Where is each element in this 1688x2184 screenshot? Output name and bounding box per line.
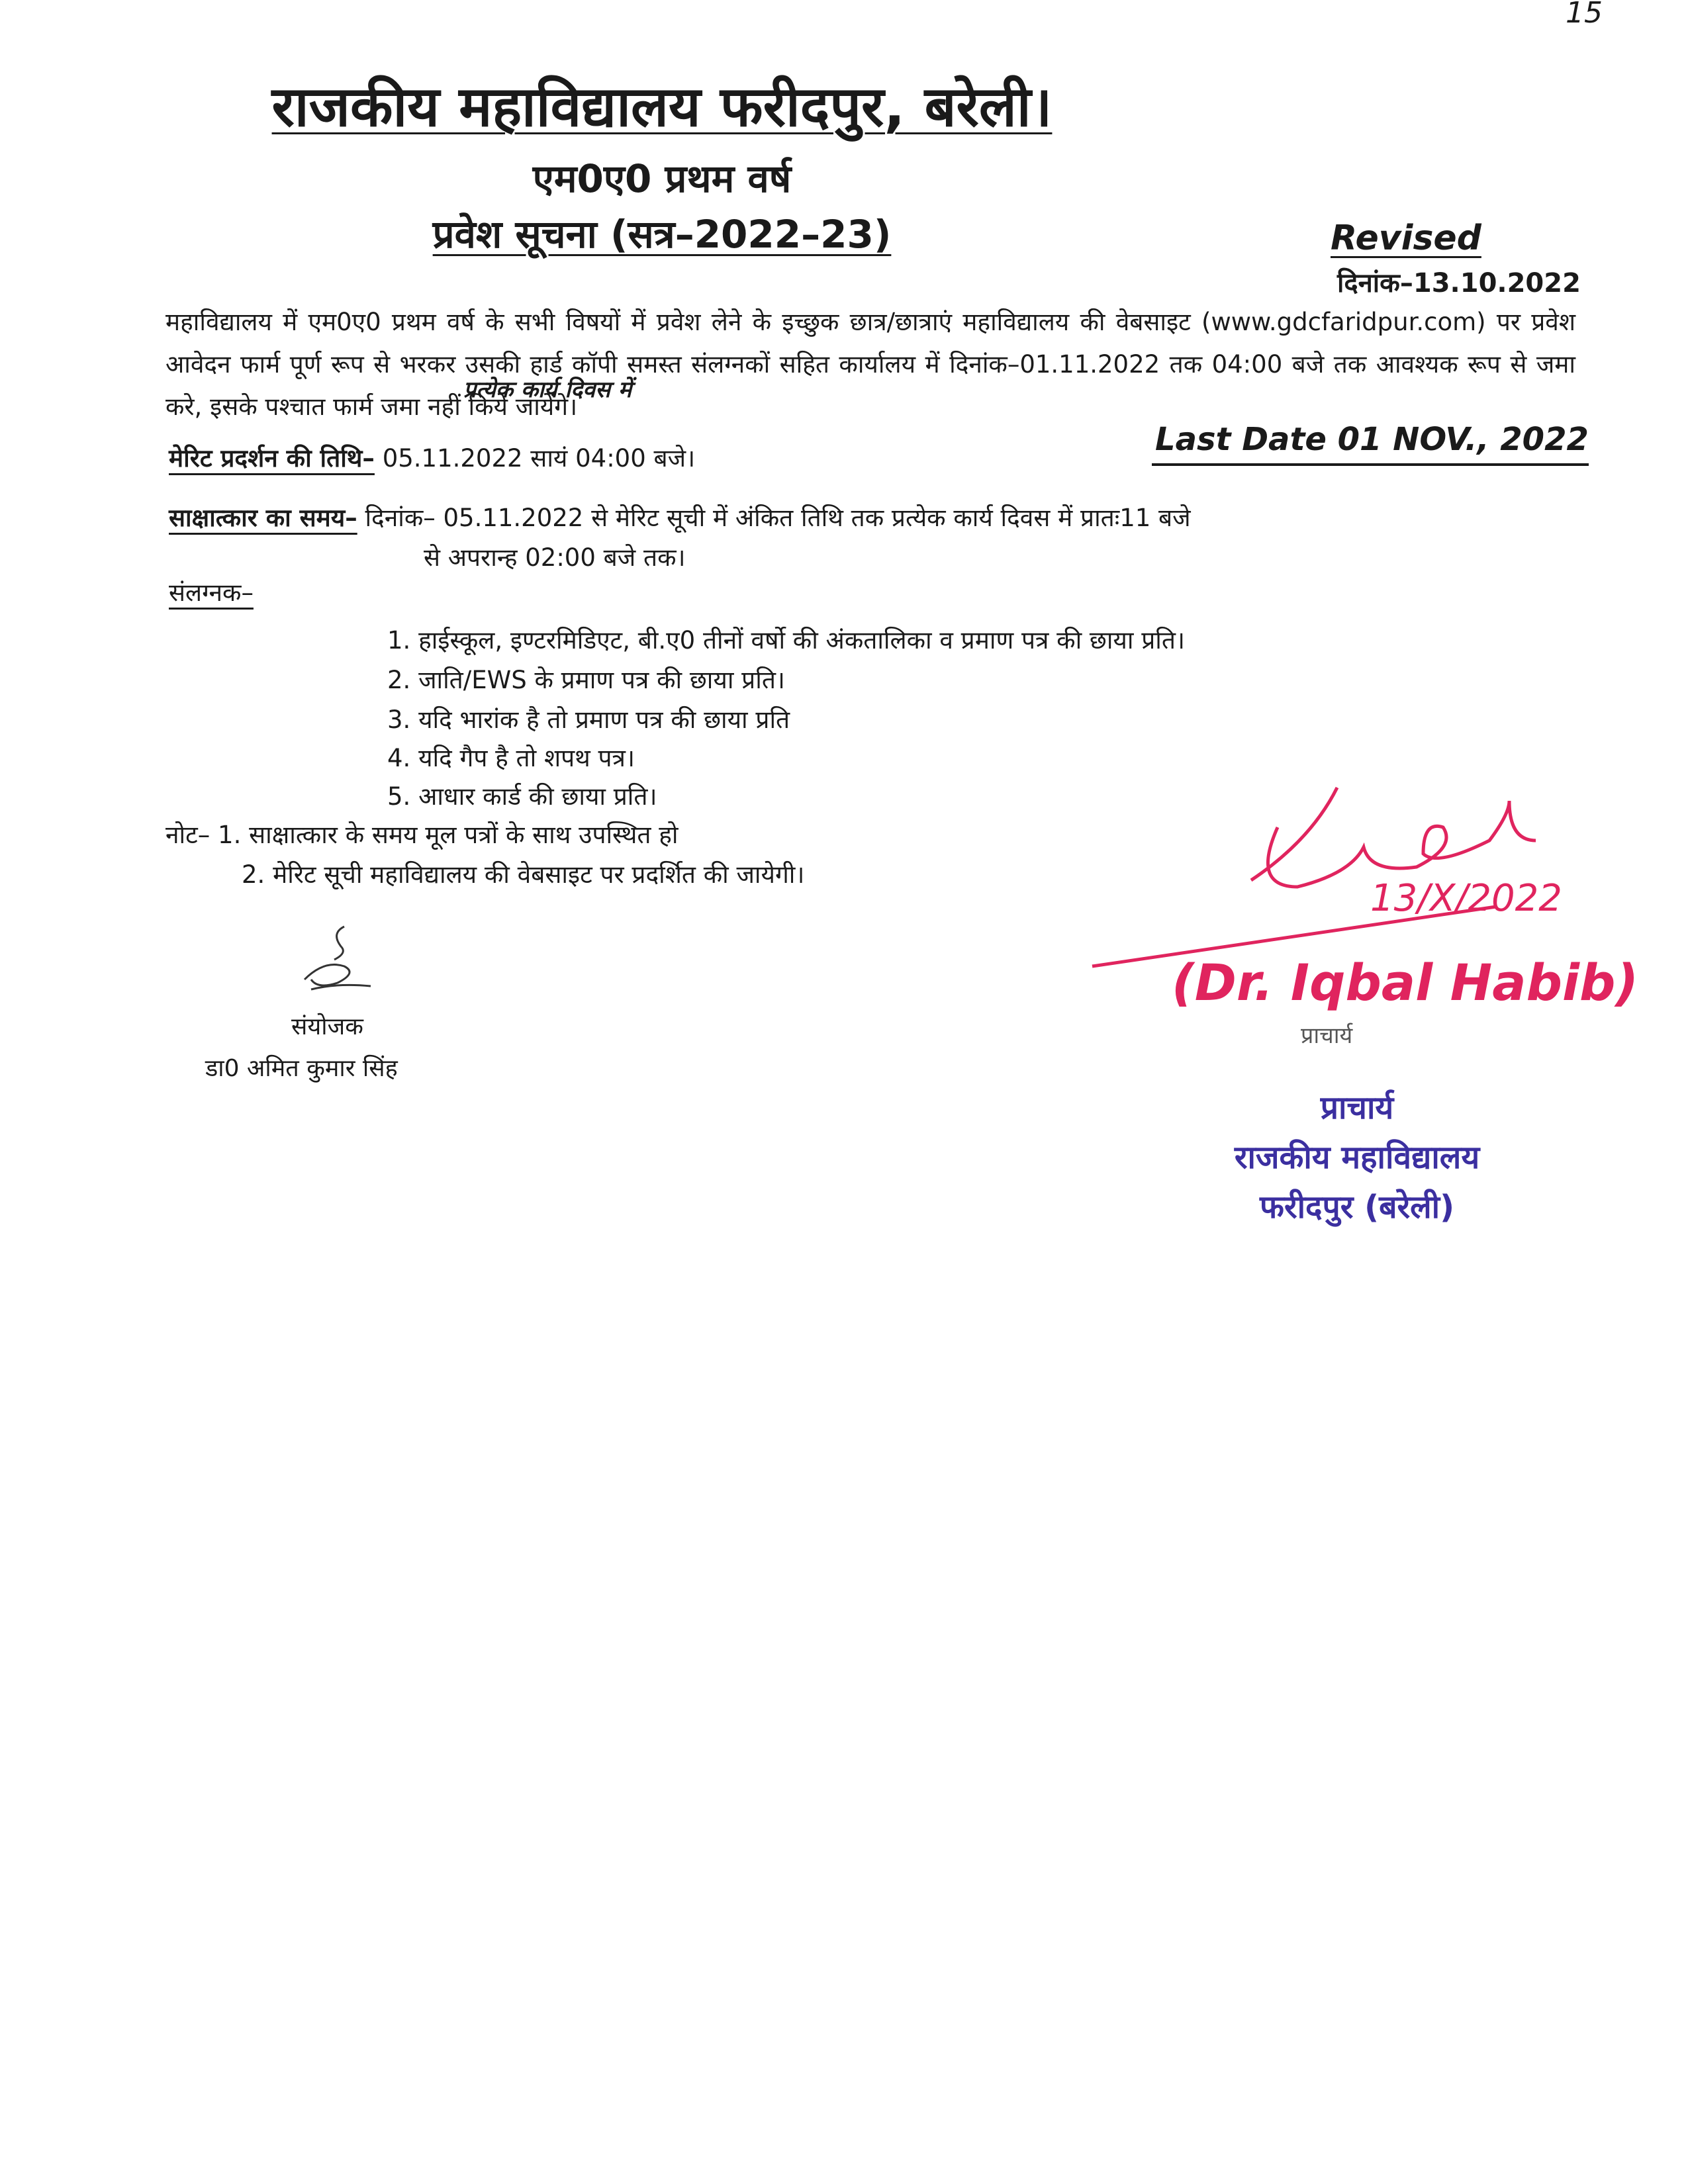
merit-value: 05.11.2022 सायं 04:00 बजे। [382, 444, 696, 473]
principal-stamp-line1: प्राचार्य [1320, 1089, 1394, 1126]
note-label: नोट– [165, 821, 211, 849]
principal-stamp-line3: फरीदपुर (बरेली) [1259, 1189, 1455, 1226]
college-title [0, 66, 1324, 142]
merit-row [169, 440, 695, 474]
principal-signature-name: (Dr. Iqbal Habib) [1172, 953, 1639, 1012]
handwritten-insert: प्रत्येक कार्य दिवस में [463, 377, 632, 403]
principal-signature-date: 13/X/2022 [1370, 877, 1562, 920]
attachment-item-3: 3. यदि भारांक है तो प्रमाण पत्र की छाया प्रति [387, 705, 790, 734]
coordinator-role: संयोजक [291, 1013, 363, 1040]
attachment-item-4: 4. यदि गैप है तो शपथ पत्र। [387, 744, 635, 772]
principal-stamp-line2: राजकीय महाविद्यालय [1234, 1139, 1480, 1176]
notice-heading [0, 206, 1324, 259]
last-date-underline [1152, 463, 1589, 466]
last-date-handwritten: Last Date 01 NOV., 2022 [1155, 421, 1589, 458]
attachment-item-2: 2. जाति/EWS के प्रमाण पत्र की छाया प्रति। [387, 666, 785, 694]
note-row [165, 817, 678, 850]
page-number-mark: 15 [1566, 0, 1603, 30]
interview-row [169, 500, 1191, 533]
merit-label: मेरिट प्रदर्शन की तिथि– [169, 444, 375, 473]
notice-date: दिनांक–13.10.2022 [1337, 268, 1581, 298]
coordinator-name: डा0 अमित कुमार सिंह [205, 1055, 398, 1082]
interview-value-line1: दिनांक– 05.11.2022 से मेरिट सूची में अंकित तिथि तक प्रत्येक कार्य दिवस में प्रातः11 बजे [365, 504, 1191, 532]
principal-printed-role: प्राचार्य [1301, 1023, 1353, 1049]
college-title-text: राजकीय महाविद्यालय फरीदपुर, बरेली। [271, 74, 1053, 139]
attachment-item-5: 5. आधार कार्ड की छाया प्रति। [387, 782, 657, 811]
coordinator-signature [278, 913, 391, 1006]
revised-handwritten: Revised [1331, 218, 1481, 258]
notice-heading-text: प्रवेश सूचना (सत्र–2022–23) [432, 212, 892, 257]
attachments-label: संलग्नक– [169, 578, 254, 607]
note-item-1: 1. साक्षात्कार के समय मूल पत्रों के साथ उपस्थित हो [218, 821, 679, 849]
class-heading: एम0ए0 प्रथम वर्ष [532, 156, 792, 201]
admission-paragraph: महाविद्यालय में एम0ए0 प्रथम वर्ष के सभी विषयों में प्रवेश लेने के इच्छुक छात्र/छात्राएं महाविद्यालय की वेबसाइट (www.gdcfaridpur.com) पर प्रवेश आवेदन फार्म पूर्ण रूप से भरकर उसकी हार्ड कॉपी समस्त संलग्नकों सहित कार्यालय में दिनांक–01.11.2022 तक 04:00 बजे तक आवश्यक रूप से जमा करे, इसके पश्चात फार्म जमा नहीं किये जायेंगे। [165, 308, 1575, 421]
attachment-item-1: 1. हाईस्कूल, इण्टरमिडिएट, बी.ए0 तीनों वर्षो की अंकतालिका व प्रमाण पत्र की छाया प्रति। [387, 626, 1185, 655]
interview-value-line2: से अपरान्ह 02:00 बजे तक। [424, 543, 686, 572]
note-item-2: 2. मेरिट सूची महाविद्यालय की वेबसाइट पर प्रदर्शित की जायेगी। [242, 860, 805, 889]
interview-label: साक्षात्कार का समय– [169, 504, 357, 532]
